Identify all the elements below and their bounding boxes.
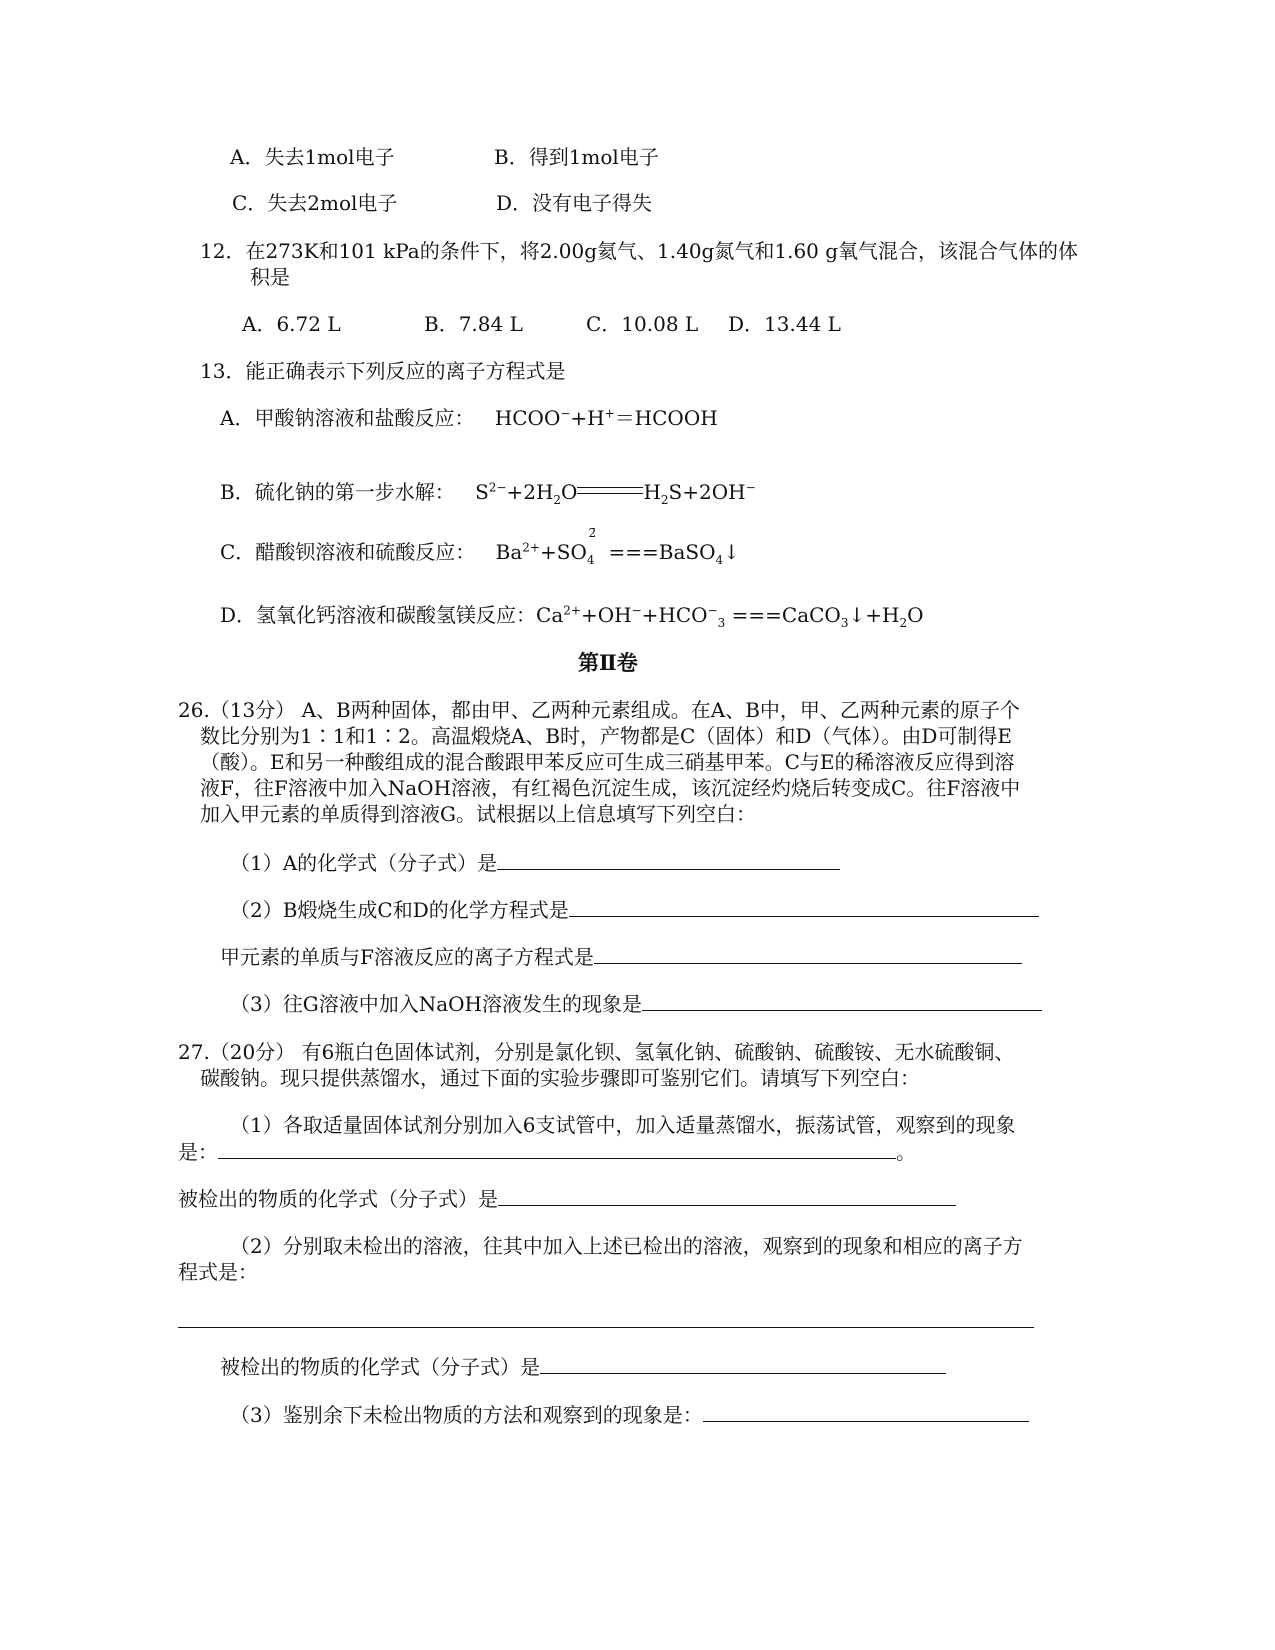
q27-part1-line1: （1）各取适量固体试剂分别加入6支试管中，加入适量蒸馏水，振荡试管，观察到的现象 xyxy=(230,1113,1016,1137)
q27-part3 xyxy=(230,1401,1029,1428)
answer-blank[interactable] xyxy=(703,1401,1029,1422)
q26-stem-line3: （酸）。E和另一种酸组成的混合酸跟甲苯反应可生成三硝基甲苯。C与E的稀溶液反应得到溶 xyxy=(200,750,1015,774)
q12-option-d: D．13.44 L xyxy=(728,312,841,336)
q26-part1 xyxy=(230,849,840,876)
q11-option-c: C．失去2mol电子 xyxy=(232,191,398,215)
q27-part2-detect-prompt: 被检出的物质的化学式（分子式）是 xyxy=(220,1355,540,1379)
q27-stem-line1: 27.（20分） 有6瓶白色固体试剂，分别是氯化钡、氢氧化钠、硫酸钠、硫酸铵、无水硫酸铜、 xyxy=(178,1040,1015,1064)
q12-stem-cont: 积是 xyxy=(250,265,290,289)
answer-blank[interactable] xyxy=(540,1353,946,1374)
q27-part1-detect-prompt: 被检出的物质的化学式（分子式）是 xyxy=(178,1187,498,1211)
q26-stem-line2: 数比分别为1∶1和1∶2。高温煅烧A、B时，产物都是C（固体）和D（气体）。由D可制得E xyxy=(200,724,1013,748)
q26-part2b-prompt: 甲元素的单质与F溶液反应的离子方程式是 xyxy=(220,945,594,969)
q27-part3-prompt: （3）鉴别余下未检出物质的方法和观察到的现象是： xyxy=(230,1403,703,1427)
q11-option-b: B．得到1mol电子 xyxy=(494,145,659,169)
answer-blank[interactable] xyxy=(642,990,1042,1011)
q13-option-a-label: A．甲酸钠溶液和盐酸反应： xyxy=(220,406,475,430)
q11-option-d: D．没有电子得失 xyxy=(496,191,653,215)
q27-part1-detect xyxy=(178,1185,956,1212)
q13-option-d xyxy=(220,602,923,628)
q26-stem-line1: 26.（13分） A、B两种固体，都由甲、乙两种元素组成。在A、B中，甲、乙两种元素的原子个 xyxy=(178,698,1020,722)
q27-part1-line2 xyxy=(178,1138,916,1165)
q12-stem: 12．在273K和101 kPa的条件下，将2.00g氦气、1.40g氮气和1.60 g氧气混合，该混合气体的体 xyxy=(200,239,1079,263)
q13-option-b-label: B．硫化钠的第一步水解： xyxy=(220,480,455,504)
q26-part1-prompt: （1）A的化学式（分子式）是 xyxy=(230,851,498,875)
q13-option-c-equation: $Ba^{2+}+SO_4^{2̄}$ ===BaSO$_4$↓ xyxy=(495,526,740,567)
q26-part2-prompt: （2）B煅烧生成C和D的化学方程式是 xyxy=(230,898,569,922)
q13-option-c xyxy=(220,526,740,567)
q26-part3-prompt: （3）往G溶液中加入NaOH溶液发生的现象是 xyxy=(230,992,642,1016)
q13-stem: 13．能正确表示下列反应的离子方程式是 xyxy=(200,359,566,383)
q27-part1-end: 。 xyxy=(896,1140,916,1164)
section-heading: 第Ⅱ卷 xyxy=(578,650,638,675)
q12-option-c: C．10.08 L xyxy=(586,312,699,336)
answer-blank[interactable] xyxy=(594,943,1022,964)
q12-option-a: A．6.72 L xyxy=(242,312,341,336)
q27-part2-detect xyxy=(220,1353,946,1380)
answer-blank[interactable] xyxy=(218,1138,896,1159)
answer-line[interactable] xyxy=(178,1327,1034,1328)
q13-option-a-equation: HCOO−+H+＝HCOOH xyxy=(494,406,718,430)
equilibrium-arrow-icon xyxy=(577,484,643,504)
answer-blank[interactable] xyxy=(497,849,840,870)
q26-stem-line4: 液F，往F溶液中加入NaOH溶液，有红褐色沉淀生成，该沉淀经灼烧后转变成C。往F溶液中 xyxy=(200,776,1021,800)
q26-part2 xyxy=(230,896,1039,923)
q13-option-d-equation: $Ca^{2+}+OH^-+HCO^-_3$ $===CaCO_3↓+H_2O$ xyxy=(536,603,924,630)
q27-part2-line2: 程式是： xyxy=(178,1260,258,1284)
q13-option-b xyxy=(220,479,756,505)
q12-option-b: B．7.84 L xyxy=(424,312,523,336)
q13-option-b-equation: $S^{2-}+2H_2O$ $H_2S+2OH^-$ xyxy=(475,480,756,507)
q26-part2b xyxy=(220,943,1022,970)
q26-part3 xyxy=(230,990,1042,1017)
q26-stem-line5: 加入甲元素的单质得到溶液G。试根据以上信息填写下列空白： xyxy=(200,802,756,826)
answer-blank[interactable] xyxy=(569,896,1039,917)
q13-option-a xyxy=(220,405,718,431)
q27-stem-line2: 碳酸钠。现只提供蒸馏水，通过下面的实验步骤即可鉴别它们。请填写下列空白： xyxy=(200,1066,920,1090)
q13-option-d-label: D．氢氧化钙溶液和碳酸氢镁反应： xyxy=(220,603,537,627)
answer-blank[interactable] xyxy=(498,1185,956,1206)
q11-option-a: A．失去1mol电子 xyxy=(230,145,395,169)
q13-option-c-label: C．醋酸钡溶液和硫酸反应： xyxy=(220,540,476,564)
q27-part1-label: 是： xyxy=(178,1140,218,1164)
q27-part2-line1: （2）分别取未检出的溶液，往其中加入上述已检出的溶液，观察到的现象和相应的离子方 xyxy=(230,1234,1023,1258)
